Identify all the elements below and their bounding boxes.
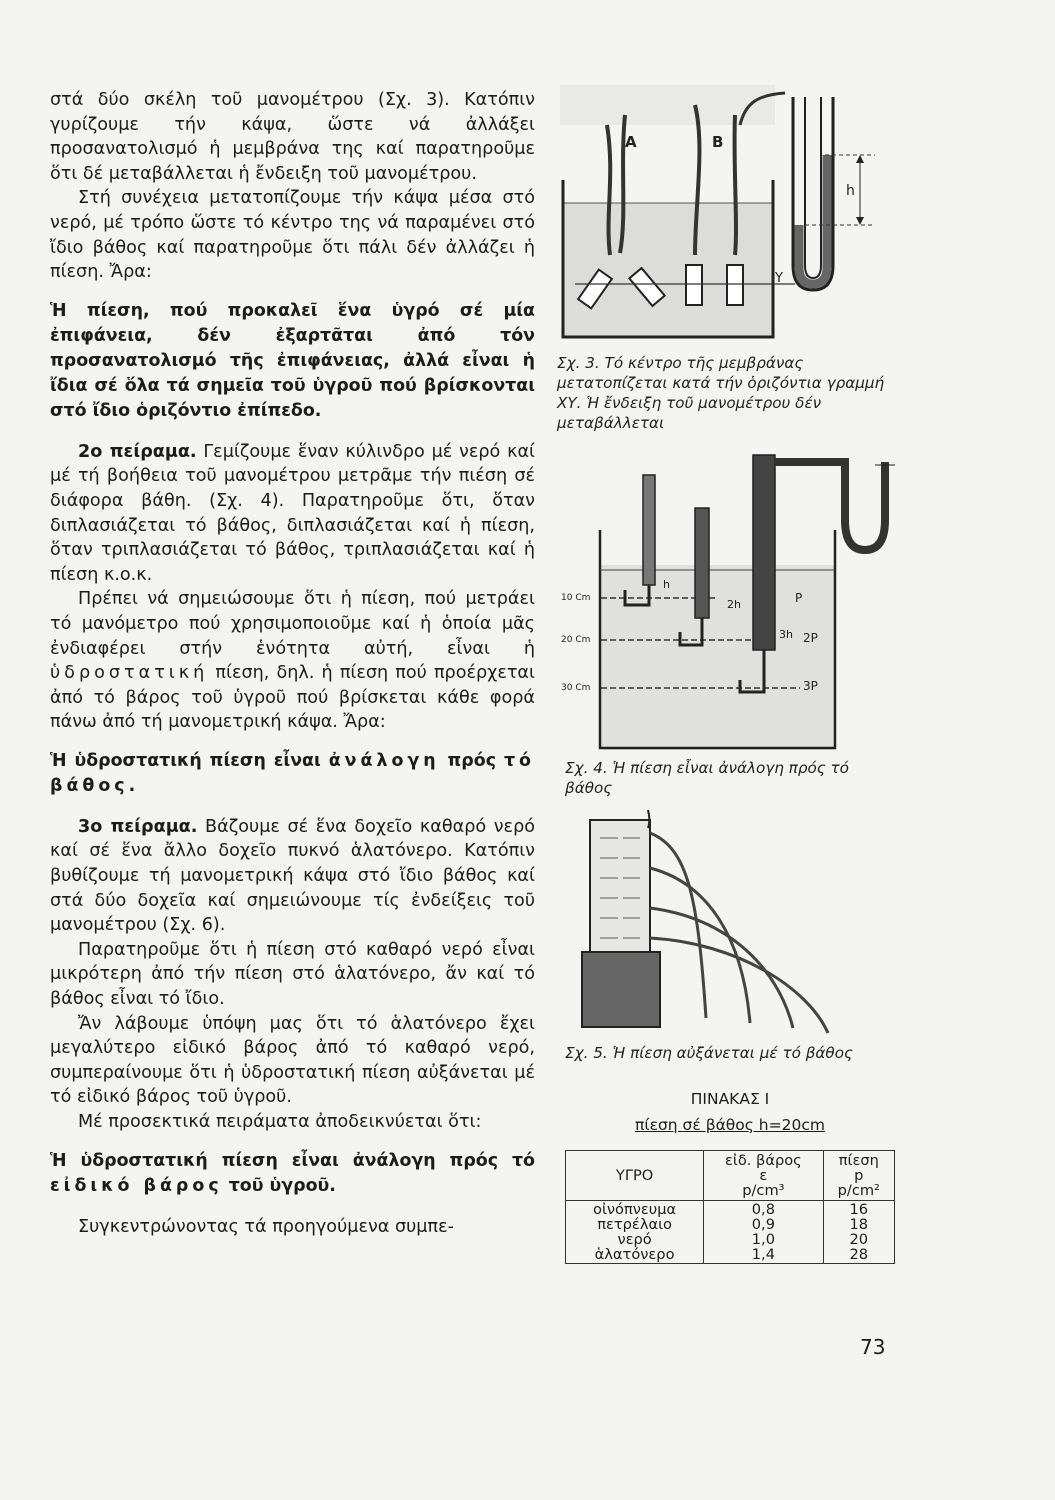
- main-text-column: [50, 88, 535, 1239]
- experiment-2-paragraph: [50, 440, 535, 588]
- spaced-term: ὑδροστατική: [50, 663, 209, 684]
- figure-4-depth-diagram: [555, 440, 900, 755]
- figure-3-manometer-diagram: [555, 85, 895, 345]
- paragraph-text: Γεμίζουμε ἕναν κύλινδρο μέ νερό καί μέ τή βοήθεια τοῦ μανομέτρου μετρᾶμε τήν πιέση σέ διάφορα βάθη. (Σχ. 4). Παρατηροῦμε ὅτι, ὅταν διπλασιάζεται τό βάθος, διπλασιάζεται καί ἡ πίεση, ὅταν τριπλασιάζεται τό βάθος, τριπλασιάζεται καί ἡ πίεση κ.ο.κ.: [50, 441, 536, 585]
- figure-3-caption: Σχ. 3. Τό κέντρο τῆς μεμβράνας μετατοπίζεται κατά τήν ὁριζόντια γραμμή ΧΥ. Ἡ ἔνδειξη τοῦ μανομέτρου δέν μεταβάλλεται: [557, 354, 885, 432]
- pressure-label: 3P: [803, 679, 818, 693]
- header-pressure: [823, 1151, 894, 1201]
- table-cell: 0,8: [751, 1201, 775, 1218]
- table-title: ΠΙΝΑΚΑΣ Ι: [690, 1090, 770, 1108]
- header-line: εἰδ. βάρος: [725, 1152, 802, 1169]
- table-cell: οἰνόπνευμα: [593, 1201, 677, 1218]
- rule-text: Ἡ ὑδροστατική πίεση εἶναι: [50, 750, 329, 771]
- header-specific-weight: [704, 1151, 823, 1201]
- rule-statement: Ἡ πίεση, πού προκαλεῖ ἕνα ὑγρό σέ μία ἐπιφάνεια, δέν ἐξαρτᾶται ἀπό τόν προσανατολισμό τῆς ἐπιφάνειας, ἀλλά εἶναι ἡ ἴδια σέ ὅλα τά σημεῖα τοῦ ὑγροῦ πού βρίσκονται στό ἴδιο ὁριζόντιο ἐπίπεδο.: [50, 300, 535, 421]
- table-cell: 1,0: [751, 1231, 775, 1248]
- depth-label: 10 Cm: [561, 593, 591, 603]
- rule-text: πρός: [439, 750, 504, 771]
- liquid-column: [566, 1201, 704, 1264]
- rule-statement: [50, 1149, 535, 1199]
- header-line: ε: [759, 1167, 768, 1184]
- header-liquid: ΥΓΡΟ: [566, 1151, 704, 1201]
- rule-text: τοῦ ὑγροῦ.: [222, 1175, 336, 1196]
- table-cell: νερό: [617, 1231, 652, 1248]
- paragraph-text: πίεση, δηλ. ἡ πίεση πού προέρχεται ἀπό τό βάρος τοῦ ὑγροῦ πού βρίσκεται κάθε φορά πάνω ἀπό τή μανομετρική κάψα. Ἄρα:: [50, 663, 535, 733]
- table-header-row: [566, 1151, 895, 1201]
- paragraph: [50, 587, 535, 735]
- experiment-3-paragraph: [50, 815, 535, 938]
- table-cell: 18: [849, 1216, 869, 1233]
- membrane-capsule: [727, 265, 743, 305]
- table-subtitle: πίεση σέ βάθος h=20cm: [635, 1116, 825, 1134]
- height-label: 2h: [727, 598, 741, 611]
- rule-text: Ἡ ὑδροστατική πίεση εἶναι ἀνάλογη πρός τό: [50, 1150, 535, 1171]
- pressure-label: P: [795, 591, 803, 605]
- specific-weight-column: [704, 1201, 823, 1264]
- spaced-term: τό βάθος.: [50, 750, 535, 796]
- label-b: B: [712, 133, 724, 151]
- paragraph: Παρατηροῦμε ὅτι ἡ πίεση στό καθαρό νερό εἶναι μικρότερη ἀπό τήν πίεση στό ἁλατόνερο, ἄν καί τό βάθος εἶναι τό ἴδιο.: [50, 939, 535, 1010]
- label-a: A: [625, 133, 637, 151]
- paragraph-text: Πρέπει νά σημειώσουμε ὅτι ἡ πίεση, πού μετράει τό μανόμετρο πού χρησιμοποιοῦμε καί ἡ ὁποία μᾶς ἐνδιαφέρει στήν ἑνότητα αὐτή, εἶναι ἡ: [50, 589, 535, 659]
- height-label: 3h: [779, 628, 793, 641]
- table-body-row: [566, 1201, 895, 1264]
- table-cell: 20: [849, 1231, 869, 1248]
- label-h: h: [846, 183, 855, 199]
- height-label: h: [663, 578, 670, 591]
- rule-statement: [50, 749, 535, 799]
- table-cell: 16: [849, 1201, 869, 1218]
- table-cell: πετρέλαιο: [597, 1216, 672, 1233]
- experiment-label: 3ο πείραμα.: [78, 816, 198, 837]
- figure-5-jets-diagram: [578, 808, 848, 1043]
- pressure-table: [565, 1150, 895, 1264]
- paragraph: Συγκεντρώνοντας τά προηγούμενα συμπε-: [78, 1216, 454, 1237]
- table-cell: ἁλατόνερο: [594, 1246, 675, 1263]
- header-line: p/cm²: [837, 1182, 880, 1199]
- table-cell: 1,4: [751, 1246, 775, 1263]
- paragraph: στά δύο σκέλη τοῦ μανομέτρου (Σχ. 3). Κατόπιν γυρίζουμε τήν κάψα, ὥστε νά ἀλλάξει προσανατολισμό ἡ μεμβράνα της καί παρατηροῦμε ὅτι δέ μεταβάλλεται ἡ ἔνδειξη τοῦ μανομέτρου.: [50, 90, 535, 184]
- page-number: 73: [860, 1335, 886, 1359]
- header-line: p/cm³: [742, 1182, 785, 1199]
- depth-label: 20 Cm: [561, 635, 591, 645]
- figure-5-caption: Σχ. 5. Ἡ πίεση αὐξάνεται μέ τό βάθος: [565, 1044, 853, 1062]
- depth-label: 30 Cm: [561, 683, 591, 693]
- pressure-column: [823, 1201, 894, 1264]
- pressure-label: 2P: [803, 631, 818, 645]
- header-line: πίεση: [838, 1152, 879, 1169]
- spaced-term: ἀνάλογη: [328, 750, 440, 771]
- membrane-capsule: [686, 265, 702, 305]
- table-cell: 0,9: [751, 1216, 775, 1233]
- table-cell: 28: [849, 1246, 869, 1263]
- experiment-label: 2ο πείραμα.: [78, 441, 197, 462]
- paragraph-text: Βάζουμε σέ ἕνα δοχεῖο καθαρό νερό καί σέ ἕνα ἄλλο δοχεῖο πυκνό ἁλατόνερο. Κατόπιν βυθίζουμε τή μανομετρική κάψα στό ἴδιο βάθος καί στά δύο δοχεῖα καί σημειώνουμε τίς ἐνδείξεις τοῦ μανομέτρου (Σχ. 6).: [50, 816, 536, 936]
- paragraph: Μέ προσεκτικά πειράματα ἀποδεικνύεται ὅτι:: [78, 1112, 482, 1132]
- label-y: Y: [775, 271, 783, 286]
- header-line: p: [854, 1167, 864, 1184]
- paragraph: Στή συνέχεια μετατοπίζουμε τήν κάψα μέσα στό νερό, μέ τρόπο ὥστε τό κέντρο της νά παραμένει στό ἴδιο βάθος καί παρατηροῦμε ὅτι πάλι δέν ἀλλάζει ἡ πίεση. Ἄρα:: [50, 188, 535, 283]
- paragraph: Ἄν λάβουμε ὑπόψη μας ὅτι τό ἁλατόνερο ἔχει μεγαλύτερο εἰδικό βάρος ἀπό τό καθαρό νερό, συμπεραίνουμε ὅτι ἡ ὑδροστατική πίεση αὐξάνεται μέ τό εἰδικό βάρος τοῦ ὑγροῦ.: [50, 1013, 535, 1108]
- spaced-term: εἰδικό βάρος: [50, 1175, 223, 1196]
- figure-4-caption: Σχ. 4. Ἡ πίεση εἶναι ἀνάλογη πρός τό βάθος: [565, 759, 849, 797]
- table-title-block: [565, 1086, 895, 1138]
